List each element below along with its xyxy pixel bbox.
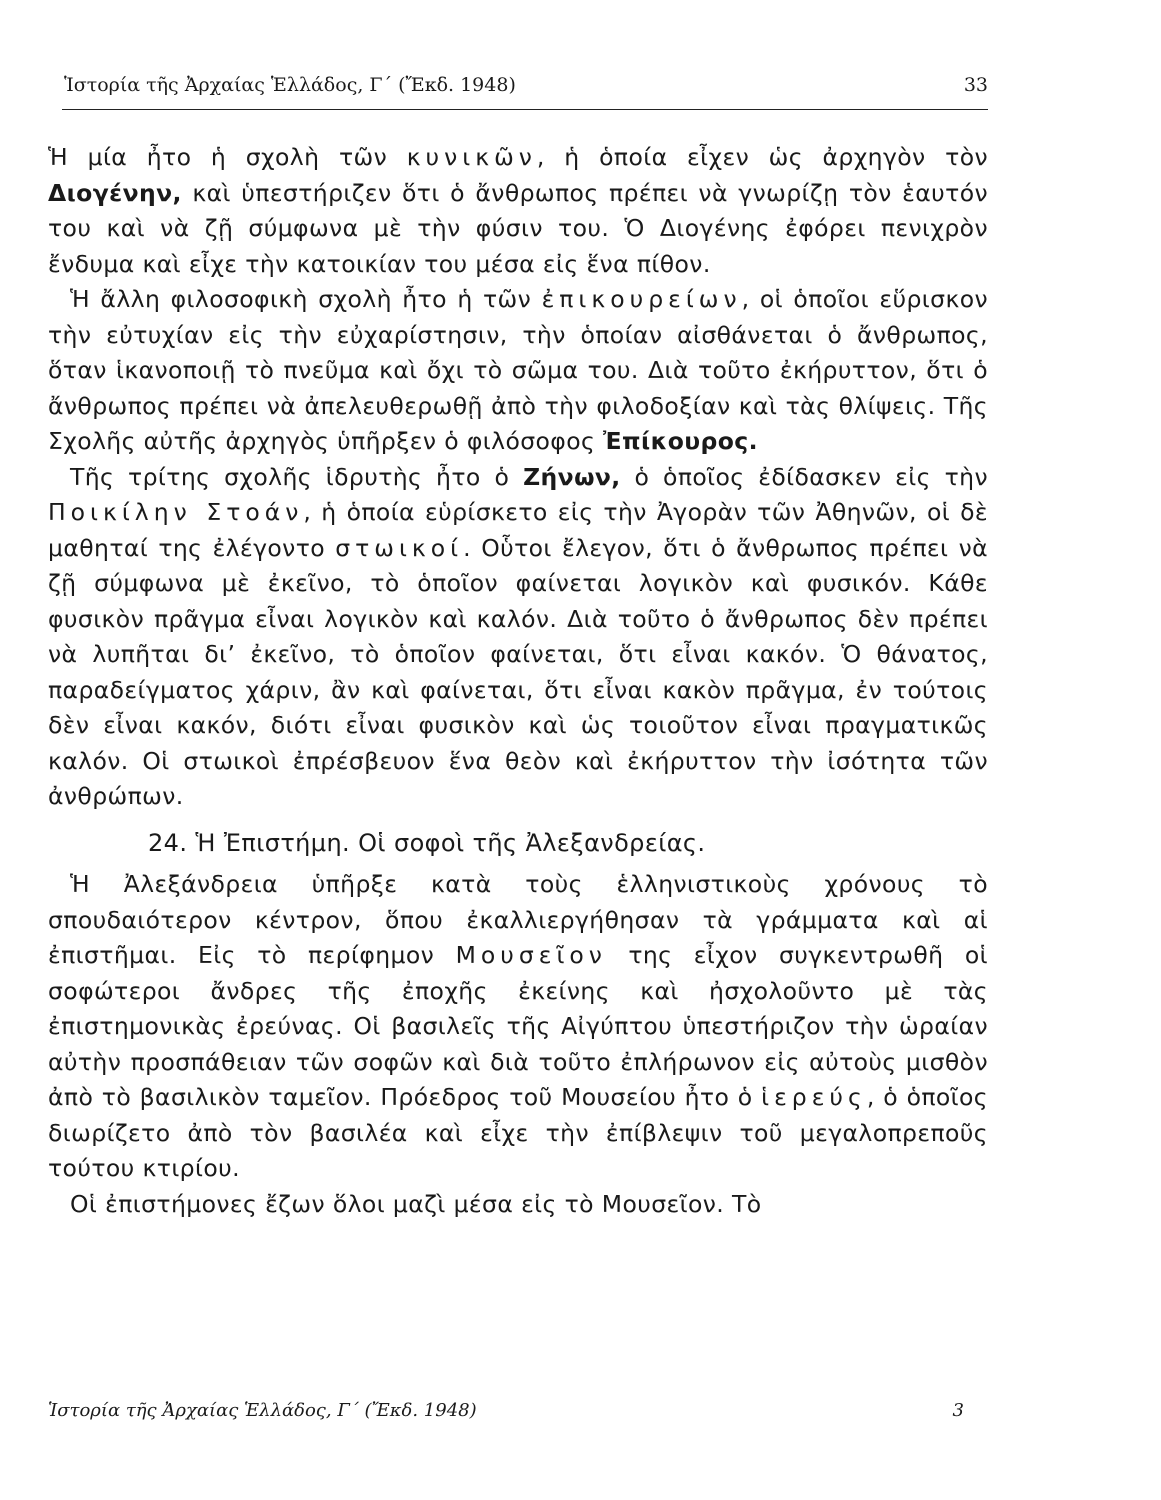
footer bbox=[48, 1400, 964, 1421]
paragraph-cynics: Ἡ μία ἦτο ἡ σχολὴ τῶν κυνικῶν, ἡ ὁποία εἶχεν ὡς ἀρχηγὸν τὸν Διογένην, καὶ ὑπεστήριζεν ὅτι ὁ ἄνθρωπος πρέπει νὰ γνωρίζῃ τὸν ἑαυτόν του καὶ νὰ ζῇ σύμφωνα μὲ τὴν φύσιν του. Ὁ Διογένης ἐφόρει πενιχρὸν ἔνδυμα καὶ εἶχε τὴν κατοικίαν του μέσα εἰς ἕνα πίθον. bbox=[48, 143, 988, 278]
paragraph-alexandria: Ἡ Ἀλεξάνδρεια ὑπῆρξε κατὰ τοὺς ἑλληνιστικοὺς χρόνους τὸ σπουδαιότερον κέντρον, ὅπου ἐκαλλιεργήθησαν τὰ γράμματα καὶ αἱ ἐπιστῆμαι. Εἰς τὸ περίφημον Μουσεῖον της εἶχον συγκεντρωθῆ οἱ σοφώτεροι ἄνδρες τῆς ἐποχῆς ἐκείνης καὶ ἠσχολοῦντο μὲ τὰς ἐπιστημονικὰς ἐρεύνας. Οἱ βασιλεῖς τῆς Αἰγύπτου ὑπεστήριζον τὴν ὡραίαν αὐτὴν προσπάθειαν τῶν σοφῶν καὶ διὰ τοῦτο ἐπλήρωνον εἰς αὐτοὺς μισθὸν ἀπὸ τὸ βασιλικὸν ταμεῖον. Πρόεδρος τοῦ Μουσείου ἦτο ὁ ἱερεύς, ὁ ὁποῖος διωρίζετο ἀπὸ τὸν βασιλέα καὶ εἶχε τὴν ἐπίβλεψιν τοῦ μεγαλοπρεποῦς τούτου κτιρίου. bbox=[48, 870, 988, 1182]
header-rule bbox=[62, 109, 988, 110]
page-number: 33 bbox=[963, 74, 988, 96]
name-zeno: Ζήνων, bbox=[523, 462, 621, 491]
running-head bbox=[64, 74, 988, 96]
signature-mark: 3 bbox=[952, 1400, 964, 1421]
section-heading: 24. Ἡ Ἐπιστήμη. Οἱ σοφοὶ τῆς Ἀλεξανδρείας. bbox=[148, 828, 706, 857]
term-priest: ἱερεύς bbox=[761, 1083, 867, 1111]
name-diogenes: Διογένην, bbox=[48, 178, 182, 207]
running-head-title: Ἱστορία τῆς Ἀρχαίας Ἑλλάδος, Γ΄ (Ἔκδ. 1948) bbox=[64, 74, 516, 96]
paragraph-epicureans: Ἡ ἄλλη φιλοσοφικὴ σχολὴ ἦτο ἡ τῶν ἐπικουρείων, οἱ ὁποῖοι εὕρισκον τὴν εὐτυχίαν εἰς τὴν εὐχαρίστησιν, τὴν ὁποίαν αἰσθάνεται ὁ ἄνθρωπος, ὅταν ἱκανοποιῇ τὸ πνεῦμα καὶ ὄχι τὸ σῶμα του. Διὰ τοῦτο ἐκήρυττον, ὅτι ὁ ἄνθρωπος πρέπει νὰ ἀπελευθερωθῇ ἀπὸ τὴν φιλοδοξίαν καὶ τὰς θλίψεις. Τῆς Σχολῆς αὐτῆς ἀρχηγὸς ὑπῆρξεν ὁ φιλόσοφος Ἐπίκουρος. bbox=[48, 285, 988, 455]
term-cynics: κυνικῶν bbox=[406, 143, 537, 171]
term-stoics: στωικοί bbox=[335, 533, 464, 562]
paragraph-scientists: Οἱ ἐπιστήμονες ἔζων ὅλοι μαζὶ μέσα εἰς τὸ Μουσεῖον. Τὸ bbox=[70, 1189, 762, 1218]
term-stoa-poikile: Ποικίλην Στοάν bbox=[48, 498, 304, 526]
footer-title: Ἱστορία τῆς Ἀρχαίας Ἑλλάδος, Γ΄ (Ἔκδ. 1948) bbox=[48, 1400, 477, 1421]
name-epicurus: Ἐπίκουρος. bbox=[603, 427, 758, 455]
term-epicureans: ἐπικουρείων bbox=[541, 285, 742, 313]
paragraph-stoics: Τῆς τρίτης σχολῆς ἱδρυτὴς ἦτο ὁ Ζήνων, ὁ ὁποῖος ἐδίδασκεν εἰς τὴν Ποικίλην Στοάν, ἡ ὁποία εὑρίσκετο εἰς τὴν Ἀγορὰν τῶν Ἀθηνῶν, οἱ δὲ μαθηταί της ἐλέγοντο στωικοί. Οὗτοι ἔλεγον, ὅτι ὁ ἄνθρωπος πρέπει νὰ ζῇ σύμφωνα μὲ ἐκεῖνο, τὸ ὁποῖον φαίνεται λογικὸν καὶ φυσικόν. Κάθε φυσικὸν πρᾶγμα εἶναι λογικὸν καὶ καλόν. Διὰ τοῦτο ὁ ἄνθρωπος δὲν πρέπει νὰ λυπῆται δι’ ἐκεῖνο, τὸ ὁποῖον φαίνεται, ὅτι εἶναι κακόν. Ὁ θάνατος, παραδείγματος χάριν, ἂν καὶ φαίνεται, ὅτι εἶναι κακὸν πρᾶγμα, ἐν τούτοις δὲν εἶναι κακόν, διότι εἶναι φυσικὸν καὶ ὡς τοιοῦτον εἶναι πραγματικῶς καλόν. Οἱ στωικοὶ ἐπρέσβευον ἕνα θεὸν καὶ ἐκήρυττον τὴν ἰσότητα τῶν ἀνθρώπων. bbox=[48, 462, 989, 810]
page-body bbox=[48, 140, 988, 1222]
term-mouseion: Μουσεῖον bbox=[455, 941, 607, 969]
